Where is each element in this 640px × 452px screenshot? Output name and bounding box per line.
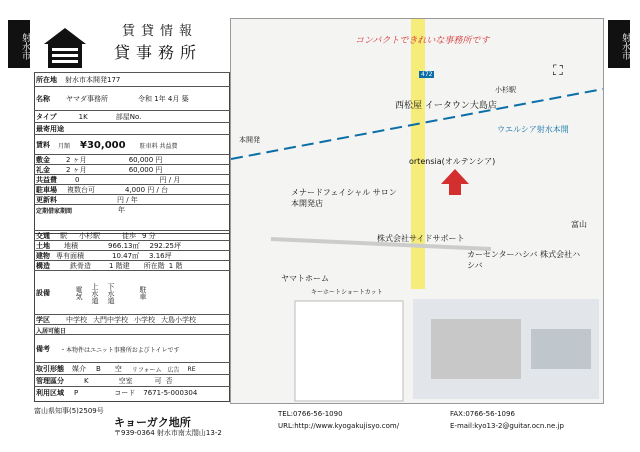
footer (34, 404, 600, 444)
map-graphic (231, 19, 603, 403)
rent-label: 賃料 (36, 141, 50, 149)
parking-amount: 4,000 円 / 台 (125, 186, 169, 194)
location-label: 所在地 (36, 76, 57, 84)
parking-label: 駐車場 (36, 186, 57, 194)
common-value: 0 (75, 176, 80, 184)
land-area: 966.13㎡ (108, 242, 140, 250)
map-label-yamato: ヤマトホーム (281, 274, 329, 283)
map-label-side: 株式会社サイドサポート (377, 234, 465, 243)
map-label-toyama: 富山 (571, 220, 587, 229)
property-sheet (34, 18, 230, 404)
management-value: K (84, 377, 89, 385)
school-el: 小学校 (134, 316, 155, 324)
usage-value: P (74, 389, 79, 397)
deposit-amount: 60,000 円 (128, 156, 163, 164)
management-label: 管理區分 (36, 377, 64, 385)
move-label: 入居可能日 (36, 327, 67, 335)
building-area-label: 専有面積 (56, 252, 84, 260)
footer-tel: TEL:0766-56-1090 (278, 410, 343, 418)
map-caption: コンパクトできれいな事務所です (355, 36, 490, 46)
location-value: 射水市本開発177 (65, 76, 121, 84)
facility-parking: 駐車 (139, 286, 147, 300)
map-label-honkaihatsu: 本開発 (239, 136, 260, 144)
contract-unit: 年 (118, 206, 126, 214)
rent-unit: 月額 (58, 142, 71, 150)
walk-value: 9 分 (142, 232, 156, 240)
renewal-unit: 円 / 年 (117, 196, 138, 204)
map-label-hashiba: カーセンターハシバ 株式会社ハシバ (467, 250, 581, 270)
mgmt-label: 駐車料 共益費 (139, 142, 178, 150)
office-title: 貸事務所 (114, 43, 203, 62)
floors-value: 1 階建 (109, 262, 130, 270)
code-value: 7671-5-000304 (143, 389, 198, 397)
land-area-label: 地積 (64, 242, 78, 250)
facilities-label: 設備 (36, 289, 50, 297)
facility-electric: 電気 (75, 286, 83, 300)
management-ng: 否 (165, 377, 173, 385)
land-label: 土地 (36, 242, 50, 250)
deposit-label: 敷金 (36, 156, 50, 164)
school-el-name: 大島小学校 (161, 316, 196, 324)
transaction-re: RE (187, 365, 196, 373)
building-label: 建物 (36, 252, 50, 260)
map-label-ortensia: ortensia(オルテンシア) (409, 157, 496, 166)
doc-title: 賃貸情報 (122, 24, 199, 39)
facility-water: 上水道 (91, 282, 99, 304)
school-jr-name: 大門中学校 (93, 316, 128, 324)
building-area: 10.47㎡ (112, 252, 140, 260)
key-label: 礼金 (36, 166, 50, 174)
footer-url[interactable]: URL:http://www.kyogakujisyo.com/ (278, 422, 400, 430)
deposit-value: 2 ヶ月 (66, 156, 87, 164)
floorplan-image (295, 301, 403, 401)
remarks-label: 備考 (36, 345, 50, 353)
type-value: 1K (78, 113, 88, 121)
school-label: 学区 (36, 316, 50, 324)
station-label: 駅 (60, 232, 67, 240)
structure-value: 鉄骨造 (70, 262, 91, 270)
transaction-type: 媒介 (72, 365, 86, 373)
school-jr: 中学校 (66, 316, 87, 324)
transaction-vacant: 空 (114, 365, 122, 373)
building-tsubo: 3.16坪 (149, 252, 172, 260)
map-label-welcia: ウエルシア射水本開 (497, 125, 569, 134)
renewal-label: 更新料 (36, 196, 57, 204)
contract-label: 定期借家期間 (36, 207, 73, 215)
location-map[interactable] (230, 18, 604, 404)
map-label-kosugi: 小杉駅 (495, 86, 516, 94)
usage-label: 利用区域 (36, 389, 64, 397)
footer-fax: FAX:0766-56-1096 (450, 410, 515, 418)
footer-address: 〒939-0364 射水市南太閤山13-2 (114, 429, 222, 437)
floor-label: 所在階 (143, 262, 165, 270)
map-label-route472: 472 (421, 71, 433, 78)
facility-sewer: 下水道 (107, 282, 115, 304)
transaction-label: 取引形態 (36, 365, 64, 373)
traffic-label: 交通 (36, 232, 50, 240)
remarks-text: ・本物件はユニット事務所およびトイレです (60, 346, 180, 354)
land-tsubo: 292.25坪 (149, 242, 181, 250)
transaction-type-val: B (96, 365, 101, 373)
name-value: ヤマダ事務所 (66, 95, 108, 103)
room-label: 部屋No. (115, 113, 142, 121)
key-value: 2 ヶ月 (66, 166, 87, 174)
transaction-ad: 広告 (167, 366, 180, 374)
city-tag-left: 射水市 (8, 20, 30, 68)
footer-company: キョーガク地所 (114, 416, 191, 429)
city-tag-right: 射水市 (608, 20, 630, 68)
fullscreen-icon[interactable]: ⛶ (553, 63, 563, 79)
management-vacant-room: 空室 (118, 377, 133, 385)
nearest-label: 最寄用途 (36, 125, 64, 133)
type-label: タイプ (36, 113, 57, 121)
transaction-reform: リフォーム (131, 366, 162, 374)
company-logo (42, 26, 88, 70)
station-value: 小杉駅 (79, 232, 100, 240)
parking-value: 複数台可 (67, 186, 95, 194)
name-label: 名称 (36, 95, 50, 103)
walk-label: 徒歩 (122, 232, 136, 240)
built-value: 令和 1年 4月 築 (138, 95, 189, 103)
footer-license: 富山県知事(5)2509号 (34, 407, 104, 415)
map-label-menard: メナードフェイシャル サロン本開発店 (291, 188, 397, 208)
structure-label: 構造 (36, 262, 50, 270)
code-label: コード (114, 389, 136, 397)
rent-value: ¥30,000 (80, 139, 126, 151)
floor-value: 1 階 (168, 262, 183, 270)
footer-email[interactable]: E-mail:kyo13-2@guitar.ocn.ne.jp (450, 422, 564, 430)
map-label-keys: キーホートショートカット (311, 289, 383, 296)
location-pin-icon (441, 169, 469, 195)
management-ok: 可 (154, 377, 162, 385)
key-amount: 60,000 円 (128, 166, 163, 174)
common-label: 共益費 (36, 176, 57, 184)
common-unit: 円 / 月 (159, 176, 181, 184)
map-label-nishimatsuya: 西松屋 イータウン大島店 (395, 101, 497, 111)
